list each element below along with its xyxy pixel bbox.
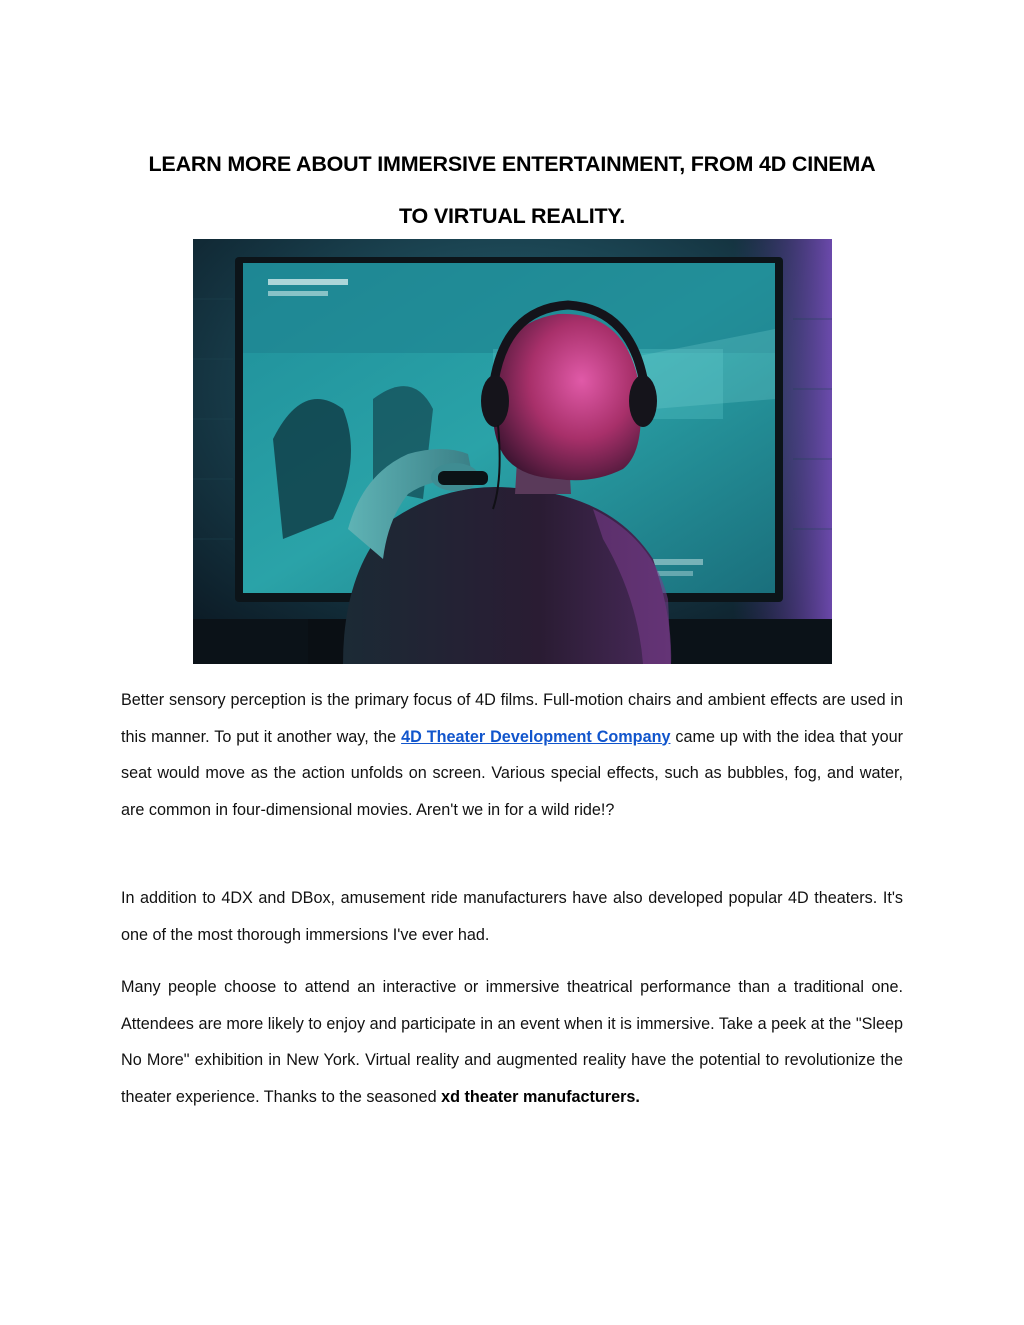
page-title <box>110 138 914 242</box>
paragraph-immersive-theater-text: Many people choose to attend an interactive or immersive theatrical performance than a traditional one. Attendees are more likely to enjoy and participate in an event when it is immersive. Take a peek at the "Sleep No More" exhibition in New York. Virtual reality and augmented reality have the potential to revolutionize the theater experience. Thanks to the seasoned <box>121 978 903 1106</box>
4d-theater-development-company-link[interactable]: 4D Theater Development Company <box>401 727 671 746</box>
paragraph-4dx-dbox: In addition to 4DX and DBox, amusement ride manufacturers have also developed popular 4D theaters. It's one of the most thorough immersions I've ever had. <box>121 889 903 944</box>
paragraph-intro-text-end: came up with the idea that your seat would move as the action unfolds on screen. Various special effects, such as bubbles, fog, and water, are common in four-dimensional movies. Aren't we in for a wild ride!? <box>121 727 904 819</box>
paragraph-intro-text-start: Better sensory perception is the primary focus of 4D films. Full-motion chairs and ambient effects are used in this manner. To put it another way, the <box>121 691 903 746</box>
paragraph-immersive-theater <box>121 969 903 1115</box>
title-line-1: LEARN MORE ABOUT IMMERSIVE ENTERTAINMENT, FROM 4D CINEMA <box>148 152 876 176</box>
title-line-2: TO VIRTUAL REALITY. <box>399 204 625 228</box>
paragraph-intro <box>121 682 903 828</box>
xd-theater-manufacturers-bold: xd theater manufacturers. <box>441 1087 640 1106</box>
hero-image-gamer-playing-on-tv <box>193 239 832 664</box>
